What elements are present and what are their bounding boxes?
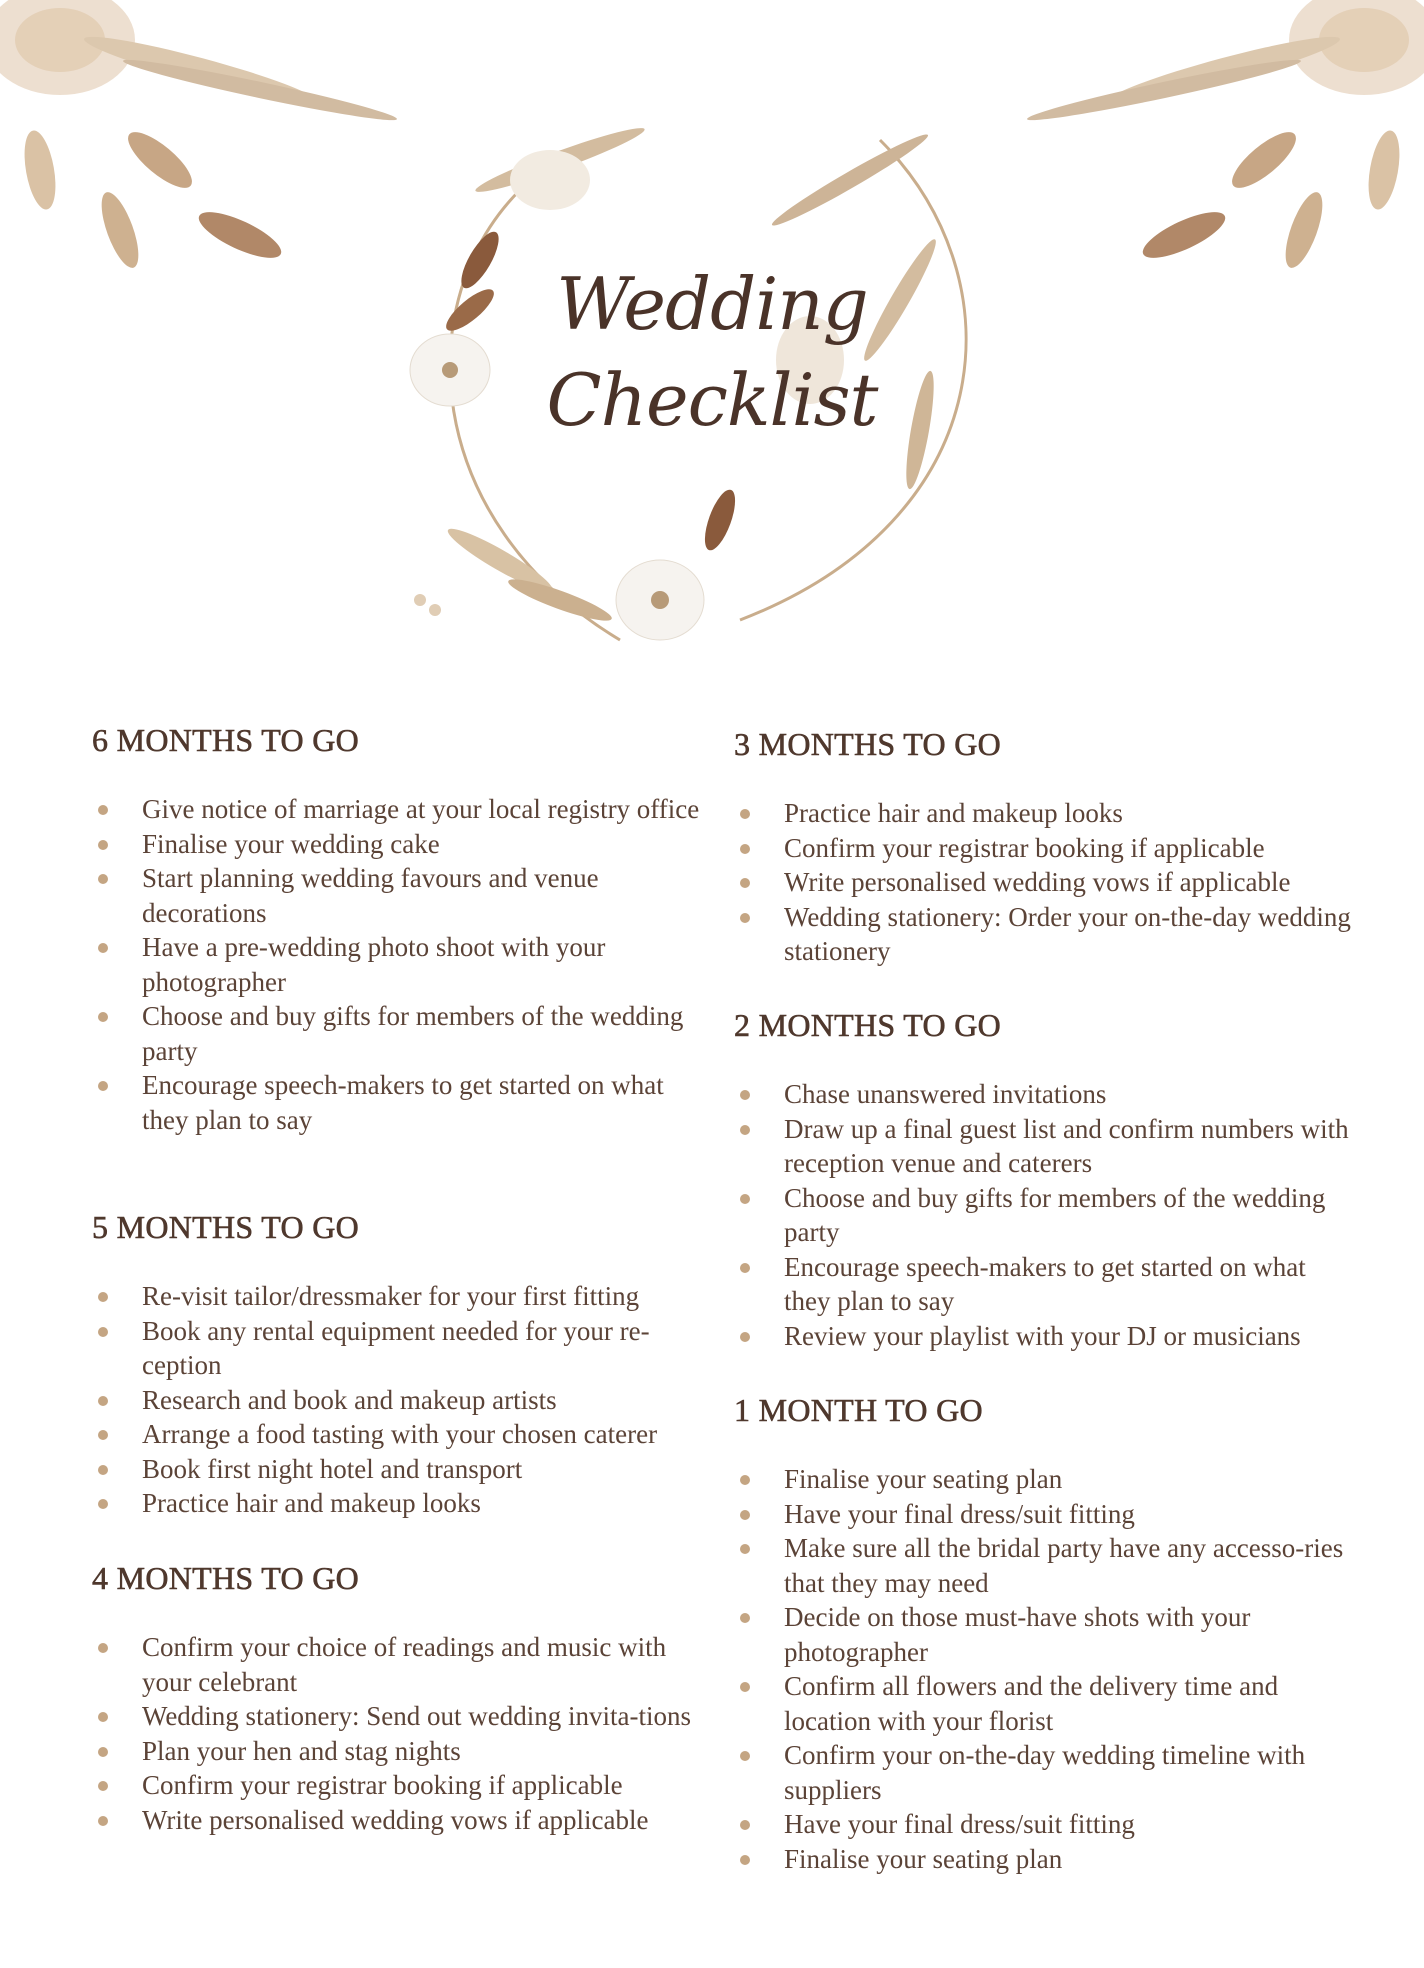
bullet-icon bbox=[98, 1012, 108, 1022]
checklist-item-text: Encourage speech-makers to get started on what they plan to say bbox=[784, 1251, 1306, 1316]
section-4-months bbox=[92, 1558, 712, 1837]
checklist-item bbox=[92, 930, 712, 999]
bullet-icon bbox=[740, 1613, 750, 1623]
checklist-item bbox=[92, 1486, 712, 1521]
bullet-icon bbox=[98, 1816, 108, 1826]
checklist-item bbox=[92, 861, 712, 930]
bullet-icon bbox=[98, 1643, 108, 1653]
checklist-item bbox=[92, 1417, 712, 1452]
checklist-item bbox=[734, 796, 1354, 831]
checklist-item-text: Chase unanswered invitations bbox=[784, 1079, 1107, 1109]
bullet-icon bbox=[740, 1544, 750, 1554]
bullet-icon bbox=[98, 1499, 108, 1509]
checklist bbox=[92, 1279, 712, 1521]
checklist-item-text: Book any rental equipment needed for your re-ception bbox=[142, 1315, 650, 1380]
checklist-item bbox=[92, 1734, 712, 1769]
checklist-item bbox=[734, 1319, 1354, 1354]
bullet-icon bbox=[98, 1712, 108, 1722]
bullet-icon bbox=[740, 1090, 750, 1100]
checklist-item bbox=[92, 1314, 712, 1383]
bullet-icon bbox=[98, 805, 108, 815]
checklist-item-text: Research and book and makeup artists bbox=[142, 1384, 557, 1415]
checklist-item-text: Confirm your on-the-day wedding timeline with suppliers bbox=[784, 1740, 1306, 1805]
checklist-item bbox=[734, 1497, 1354, 1532]
checklist-item-text: Re-visit tailor/dressmaker for your first fitting bbox=[142, 1281, 640, 1311]
checklist-item-text: Confirm your choice of readings and music with your celebrant bbox=[142, 1632, 667, 1697]
checklist-item bbox=[92, 1068, 712, 1137]
checklist-item bbox=[734, 1077, 1354, 1112]
section-heading: 1 MONTH TO GO bbox=[734, 1392, 983, 1428]
bullet-icon bbox=[98, 1747, 108, 1757]
bullet-icon bbox=[740, 809, 750, 819]
checklist bbox=[734, 1462, 1354, 1876]
checklist-item-text: Make sure all the bridal party have any accesso-ries that they may need bbox=[784, 1533, 1344, 1598]
checklist-item bbox=[734, 1181, 1354, 1250]
checklist bbox=[734, 796, 1354, 969]
bullet-icon bbox=[98, 1081, 108, 1091]
checklist-item-text: Have your final dress/suit fitting bbox=[784, 1498, 1135, 1529]
checklist-item bbox=[92, 1452, 712, 1487]
section-heading: 4 MONTHS TO GO bbox=[92, 1560, 360, 1596]
bullet-icon bbox=[740, 1125, 750, 1135]
checklist-item bbox=[734, 900, 1354, 969]
section-heading: 6 MONTHS TO GO bbox=[92, 722, 360, 758]
bullet-icon bbox=[740, 1820, 750, 1830]
checklist-item-text: Decide on those must-have shots with your photographer bbox=[784, 1602, 1251, 1667]
bullet-icon bbox=[740, 1475, 750, 1485]
bullet-icon bbox=[740, 913, 750, 923]
checklist-item-text: Write personalised wedding vows if applicable bbox=[784, 867, 1291, 897]
checklist-item bbox=[92, 1803, 712, 1838]
checklist-item bbox=[92, 1630, 712, 1699]
title-line-1: Wedding bbox=[556, 262, 868, 346]
checklist-item-text: Draw up a final guest list and confirm numbers with reception venue and caterers bbox=[784, 1113, 1349, 1178]
bullet-icon bbox=[740, 878, 750, 888]
checklist bbox=[734, 1077, 1354, 1353]
checklist-item-text: Wedding stationery: Send out wedding invita-tions bbox=[142, 1701, 692, 1731]
bullet-icon bbox=[98, 840, 108, 850]
checklist-item-text: Confirm your registrar booking if applicable bbox=[142, 1770, 623, 1800]
title-line-2: Checklist bbox=[546, 358, 878, 442]
checklist-item bbox=[734, 1669, 1354, 1738]
checklist-item-text: Confirm your registrar booking if applicable bbox=[784, 832, 1265, 863]
checklist-item-text: Finalise your seating plan bbox=[784, 1464, 1063, 1494]
checklist-item-text: Have your final dress/suit fitting bbox=[784, 1809, 1135, 1839]
checklist-item bbox=[734, 1738, 1354, 1807]
section-1-month bbox=[734, 1390, 1354, 1876]
checklist-item-text: Finalise your wedding cake bbox=[142, 828, 440, 859]
checklist-item bbox=[734, 1112, 1354, 1181]
bullet-icon bbox=[740, 1682, 750, 1692]
section-heading: 3 MONTHS TO GO bbox=[734, 726, 1002, 762]
bullet-icon bbox=[98, 1430, 108, 1440]
checklist-item-text: Practice hair and makeup looks bbox=[784, 798, 1123, 828]
checklist bbox=[92, 792, 712, 1137]
checklist-item bbox=[734, 1807, 1354, 1842]
checklist bbox=[92, 1630, 712, 1837]
checklist-item bbox=[734, 831, 1354, 866]
bullet-icon bbox=[740, 844, 750, 854]
checklist-item-text: Arrange a food tasting with your chosen caterer bbox=[142, 1419, 658, 1449]
checklist-item-text: Have a pre-wedding photo shoot with your photographer bbox=[142, 932, 606, 997]
checklist-item-text: Book first night hotel and transport bbox=[142, 1453, 523, 1484]
section-2-months bbox=[734, 1005, 1354, 1353]
bullet-icon bbox=[98, 1327, 108, 1337]
section-6-months bbox=[92, 720, 712, 1137]
bullet-icon bbox=[740, 1332, 750, 1342]
checklist-item bbox=[734, 1531, 1354, 1600]
checklist-item-text: Plan your hen and stag nights bbox=[142, 1735, 461, 1766]
checklist-item-text: Confirm all flowers and the delivery time and location with your florist bbox=[784, 1671, 1279, 1736]
bullet-icon bbox=[98, 1396, 108, 1406]
bullet-icon bbox=[740, 1194, 750, 1204]
checklist-item-text: Practice hair and makeup looks bbox=[142, 1488, 481, 1518]
checklist-item-text: Give notice of marriage at your local registry office bbox=[142, 794, 700, 824]
bullet-icon bbox=[98, 1292, 108, 1302]
checklist-item bbox=[734, 1600, 1354, 1669]
bullet-icon bbox=[740, 1855, 750, 1865]
checklist-item bbox=[92, 1383, 712, 1418]
checklist-item bbox=[92, 1768, 712, 1803]
bullet-icon bbox=[740, 1510, 750, 1520]
bullet-icon bbox=[740, 1751, 750, 1761]
checklist-item bbox=[92, 792, 712, 827]
checklist-item bbox=[92, 827, 712, 862]
section-heading: 2 MONTHS TO GO bbox=[734, 1007, 1002, 1043]
section-heading: 5 MONTHS TO GO bbox=[92, 1209, 360, 1245]
checklist-item bbox=[734, 1462, 1354, 1497]
checklist-item-text: Choose and buy gifts for members of the wedding party bbox=[142, 1001, 684, 1066]
checklist-item bbox=[92, 1699, 712, 1734]
checklist-item bbox=[92, 1279, 712, 1314]
checklist-item bbox=[734, 1842, 1354, 1877]
checklist-item-text: Wedding stationery: Order your on-the-day wedding stationery bbox=[784, 901, 1351, 966]
checklist-item-text: Encourage speech-makers to get started on what they plan to say bbox=[142, 1070, 664, 1135]
checklist-item-text: Choose and buy gifts for members of the wedding party bbox=[784, 1182, 1326, 1247]
bullet-icon bbox=[740, 1263, 750, 1273]
checklist-item bbox=[92, 999, 712, 1068]
section-3-months bbox=[734, 724, 1354, 969]
checklist-item bbox=[734, 865, 1354, 900]
checklist-item bbox=[734, 1250, 1354, 1319]
checklist-item-text: Review your playlist with your DJ or musicians bbox=[784, 1320, 1301, 1351]
bullet-icon bbox=[98, 943, 108, 953]
checklist-item-text: Start planning wedding favours and venue decorations bbox=[142, 863, 599, 928]
bullet-icon bbox=[98, 1781, 108, 1791]
checklist-item-text: Finalise your seating plan bbox=[784, 1843, 1063, 1874]
bullet-icon bbox=[98, 874, 108, 884]
section-5-months bbox=[92, 1207, 712, 1521]
bullet-icon bbox=[98, 1465, 108, 1475]
checklist-item-text: Write personalised wedding vows if applicable bbox=[142, 1804, 649, 1835]
